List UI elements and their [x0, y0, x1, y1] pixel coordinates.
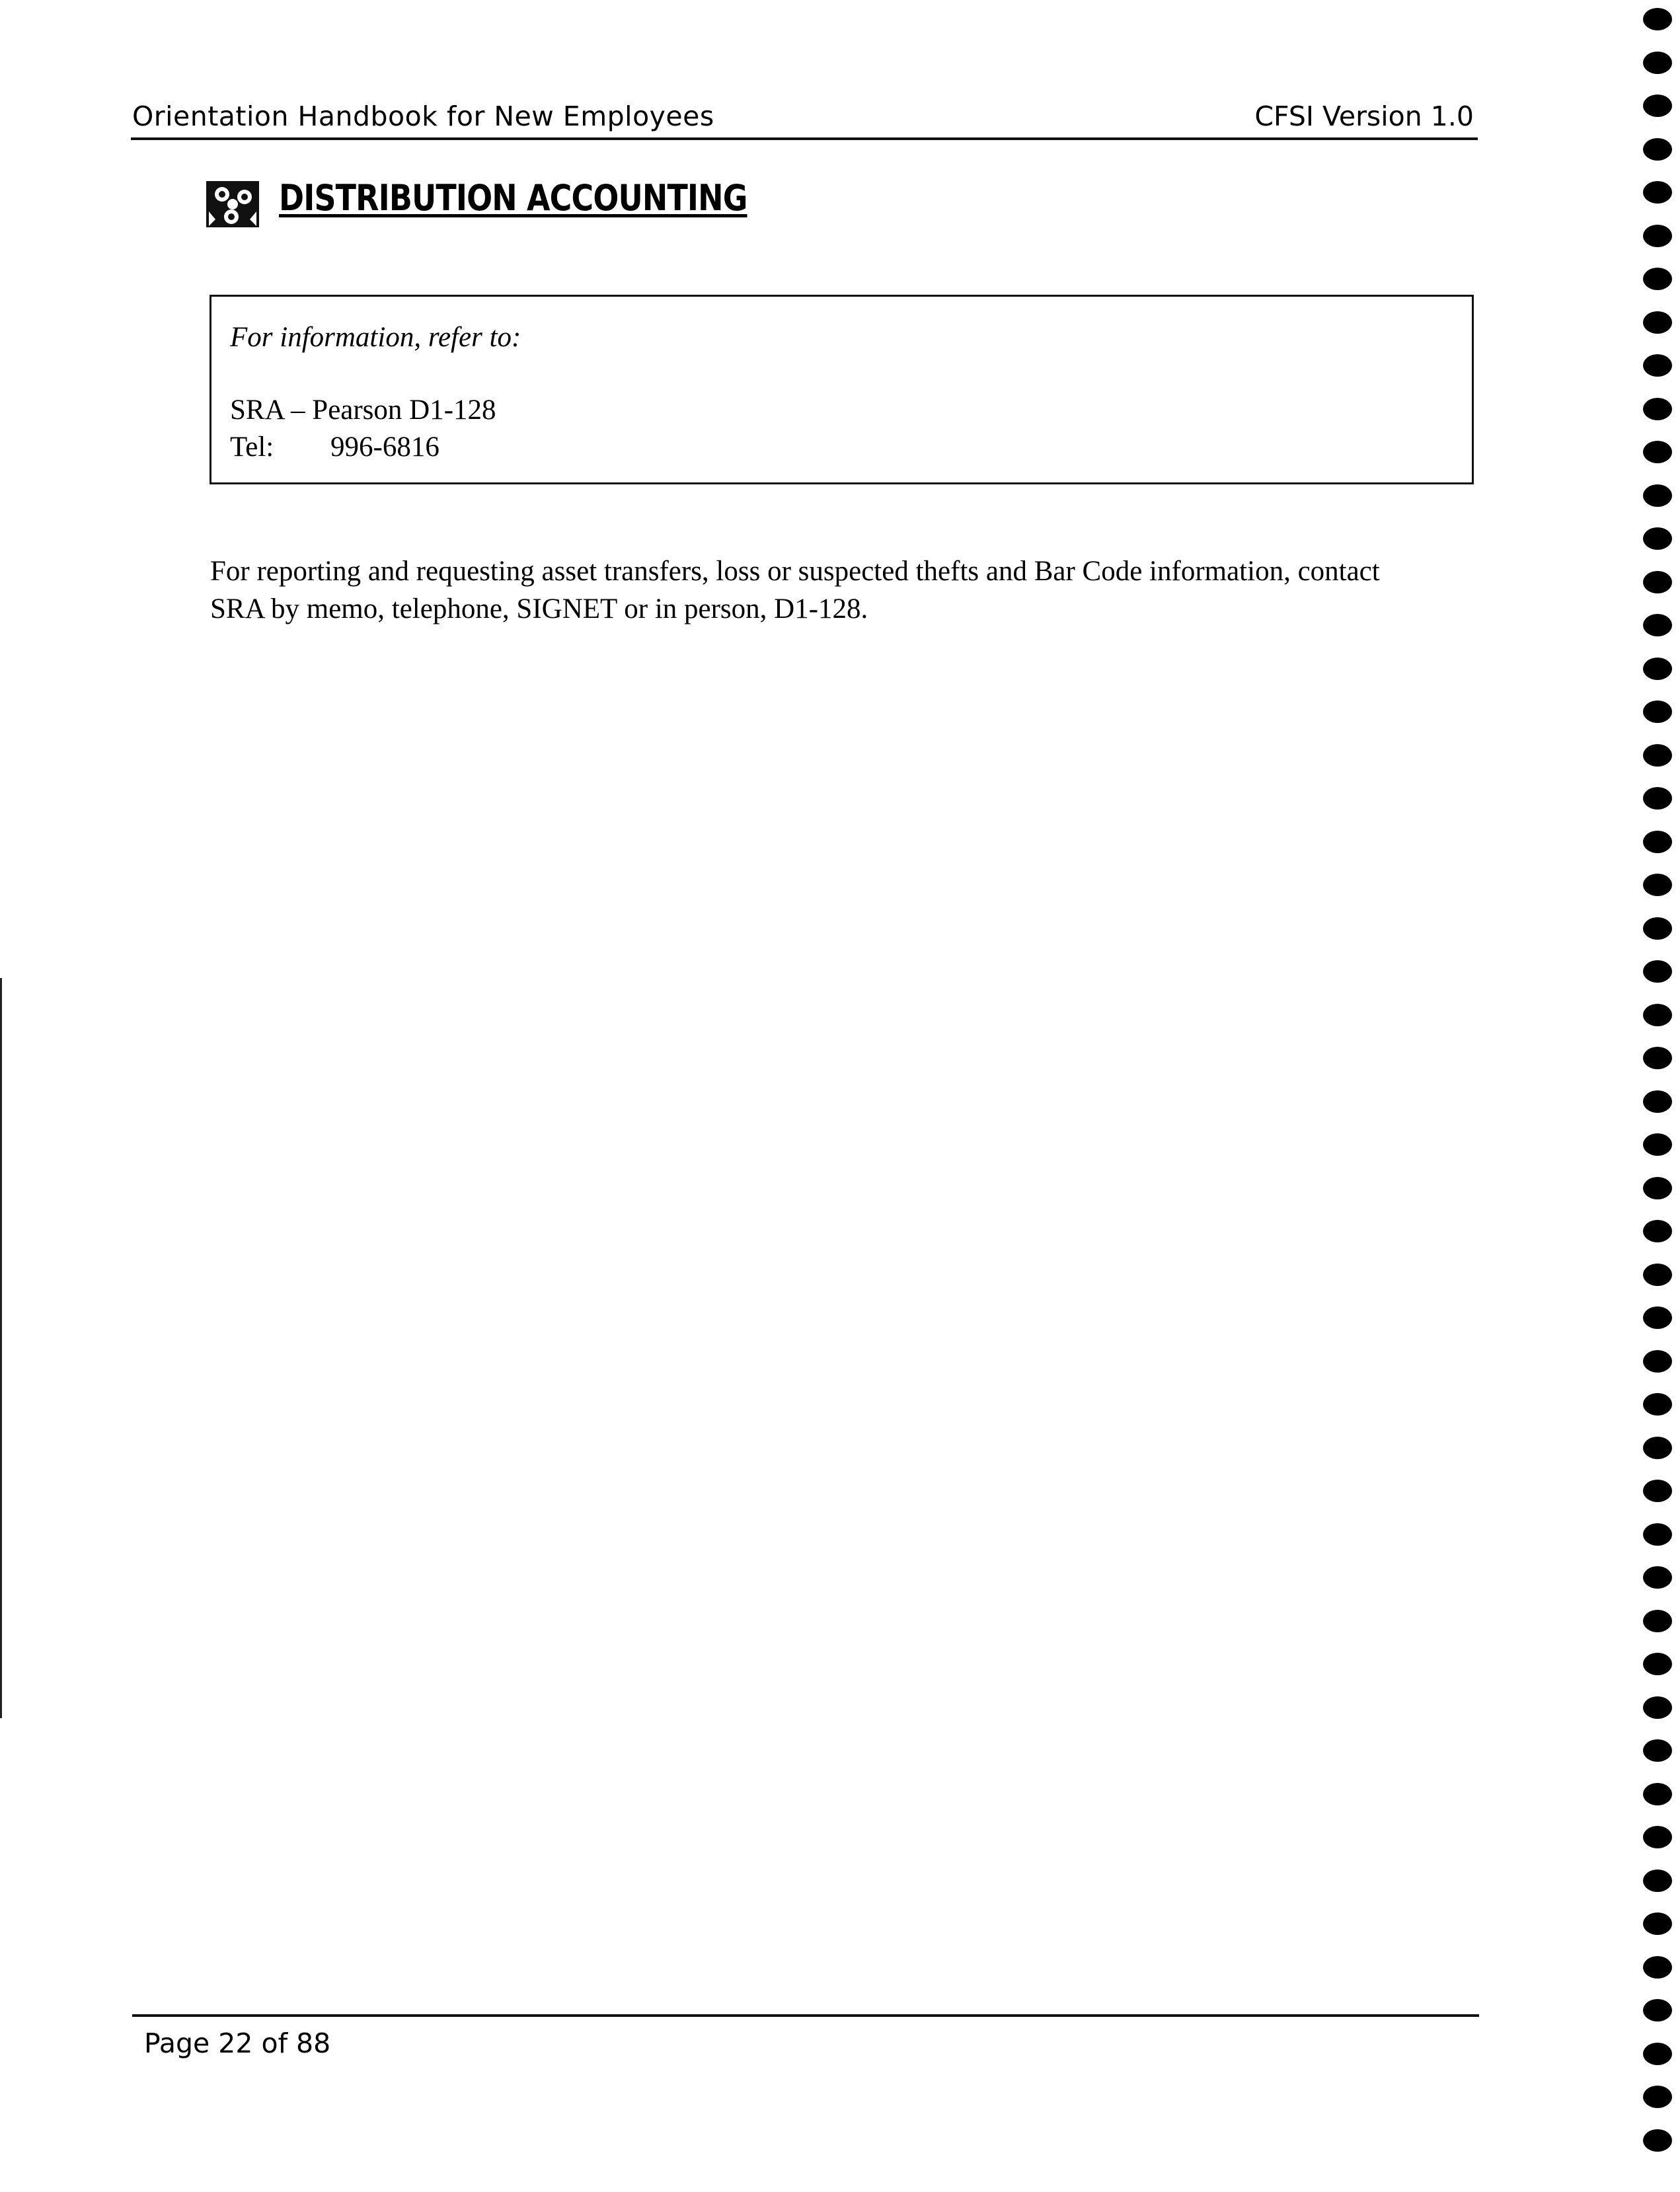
binding-hole-icon	[1643, 1480, 1672, 1502]
binding-hole-icon	[1643, 52, 1672, 74]
binding-hole-icon	[1643, 1826, 1672, 1848]
info-tel-label: Tel:	[230, 432, 274, 463]
binding-hole-icon	[1643, 1956, 1672, 1979]
binding-hole-icon	[1643, 1696, 1672, 1719]
info-contact-line: SRA – Pearson D1-128	[230, 395, 496, 426]
binding-hole-icon	[1643, 311, 1672, 334]
binding-hole-icon	[1643, 831, 1672, 853]
binding-hole-icon	[1643, 960, 1672, 983]
binding-hole-icon	[1643, 398, 1672, 420]
body-paragraph	[210, 552, 1486, 628]
binding-hole-icon	[1643, 527, 1672, 550]
scan-edge-line	[0, 978, 2, 1718]
binding-hole-icon	[1643, 1047, 1672, 1069]
binding-hole-icon	[1643, 354, 1672, 377]
binding-hole-icon	[1643, 787, 1672, 810]
header-handbook-title: Orientation Handbook for New Employees	[132, 100, 714, 132]
binding-hole-icon	[1643, 1350, 1672, 1373]
binding-hole-icon	[1643, 484, 1672, 507]
binding-hole-icon	[1643, 2086, 1672, 2108]
header-rule	[131, 137, 1478, 140]
binding-hole-icon	[1643, 225, 1672, 247]
binding-hole-icon	[1643, 1566, 1672, 1589]
binding-hole-icon	[1643, 8, 1672, 30]
header-version: CFSI Version 1.0	[1254, 100, 1474, 132]
binding-hole-icon	[1643, 1220, 1672, 1242]
binding-hole-icon	[1643, 1090, 1672, 1113]
binding-hole-icon	[1643, 1437, 1672, 1459]
binding-hole-icon	[1643, 1870, 1672, 1892]
binding-hole-icon	[1643, 138, 1672, 161]
binding-hole-icon	[1643, 94, 1672, 117]
body-paragraph-line: SRA by memo, telephone, SIGNET or in person, D1-128.	[210, 593, 868, 624]
binding-hole-icon	[1643, 1653, 1672, 1675]
binding-hole-icon	[1643, 2043, 1672, 2065]
binding-hole-icon	[1643, 1004, 1672, 1026]
binding-hole-icon	[1643, 1264, 1672, 1286]
info-tel-value: 996-6816	[330, 432, 439, 463]
binding-hole-icon	[1643, 1739, 1672, 1762]
binding-hole-icon	[1643, 744, 1672, 767]
binding-hole-icon	[1643, 658, 1672, 680]
binding-hole-icon	[1643, 700, 1672, 723]
swirl-bullet-icon	[205, 180, 260, 229]
binding-hole-icon	[1643, 1610, 1672, 1632]
binding-hole-icon	[1643, 1177, 1672, 1199]
info-reference-label: For information, refer to:	[230, 322, 521, 353]
body-paragraph-line: For reporting and requesting asset transfers, loss or suspected thefts and Bar Code information, contact	[210, 556, 1380, 587]
binding-hole-icon	[1643, 1783, 1672, 1805]
binding-hole-icon	[1643, 1393, 1672, 1416]
binding-hole-icon	[1643, 1523, 1672, 1546]
binding-hole-icon	[1643, 181, 1672, 204]
binding-hole-icon	[1643, 1912, 1672, 1935]
binding-hole-icon	[1643, 874, 1672, 896]
footer-page-number: Page 22 of 88	[144, 2027, 331, 2059]
binding-hole-icon	[1643, 571, 1672, 593]
binding-hole-icon	[1643, 268, 1672, 290]
binding-hole-icon	[1643, 1133, 1672, 1156]
binding-hole-icon	[1643, 441, 1672, 463]
footer-rule	[132, 2014, 1479, 2017]
binding-hole-icon	[1643, 1306, 1672, 1329]
binding-hole-icon	[1643, 1999, 1672, 2022]
spiral-binding	[1643, 0, 1680, 2192]
binding-hole-icon	[1643, 614, 1672, 636]
binding-hole-icon	[1643, 2129, 1672, 2152]
section-title: DISTRIBUTION ACCOUNTING	[279, 177, 747, 219]
binding-hole-icon	[1643, 917, 1672, 940]
